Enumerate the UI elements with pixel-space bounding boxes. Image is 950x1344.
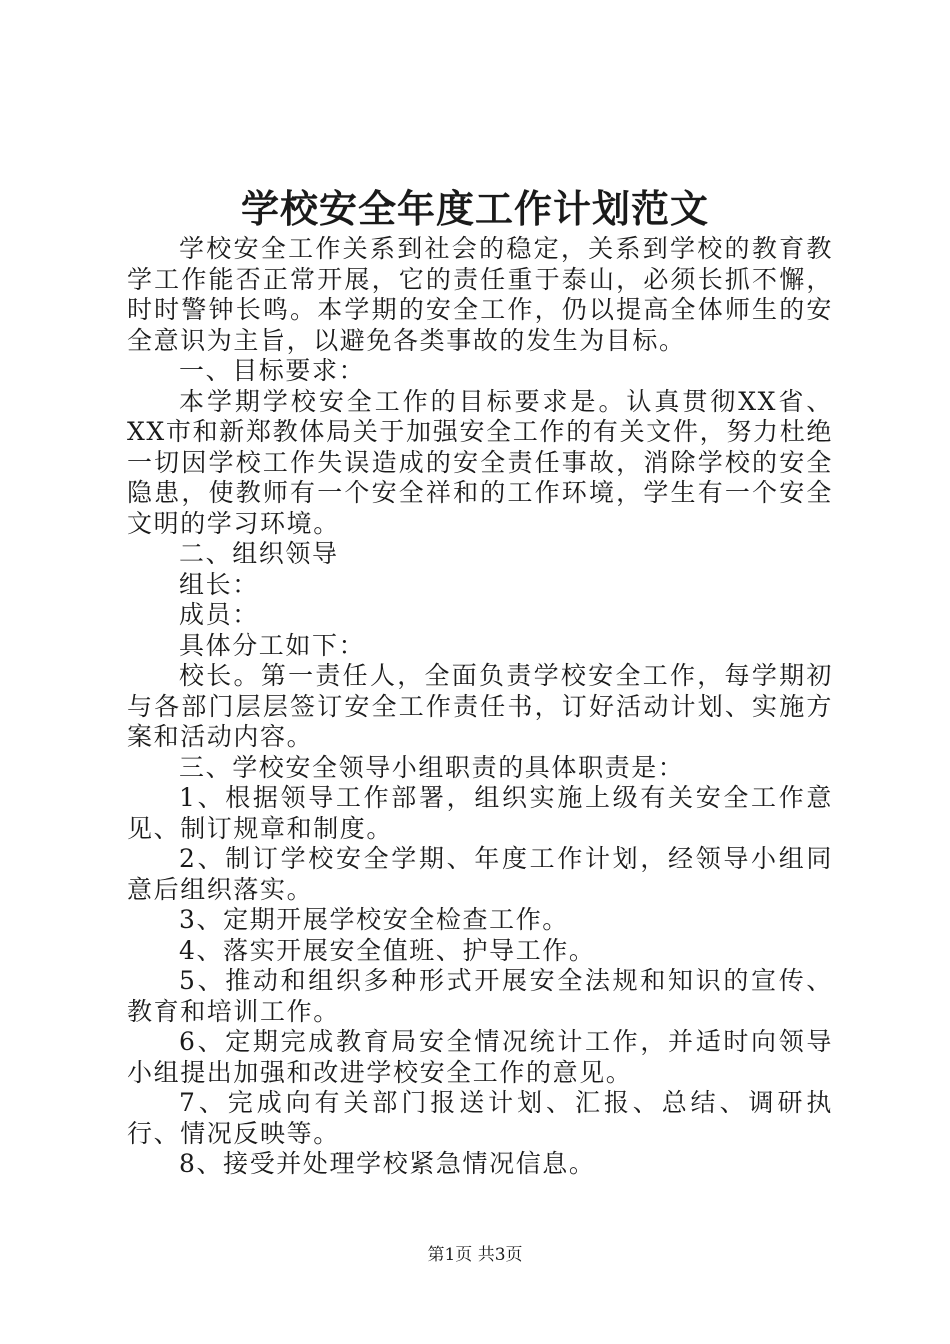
paragraph-division-intro: 具体分工如下：	[179, 630, 366, 660]
paragraph-principal: 校长。第一责任人，全面负责学校安全工作，每学期初与各部门层层签订安全工作责任书，订好活动计划、实施方案和活动内容。	[127, 661, 833, 751]
list-item-duty-6: 6、定期完成教育局安全情况统计工作，并适时向领导小组提出加强和改进学校安全工作的意见。	[127, 1027, 833, 1087]
section-heading-goals: 一、目标要求：	[179, 356, 366, 385]
paragraph-members: 成员：	[179, 600, 259, 629]
page-number-footer: 第1页 共3页	[427, 1245, 523, 1265]
paragraph-intro: 学校安全工作关系到社会的稳定，关系到学校的教育教学工作能否正常开展，它的责任重于泰山，必须长抓不懈，时时警钟长鸣。本学期的安全工作，仍以提高全体师生的安全意识为主旨，以避免各类事故的发生为目标。	[127, 234, 833, 355]
list-item-duty-4: 4、落实开展安全值班、护导工作。	[179, 935, 596, 965]
list-item-duty-7: 7、完成向有关部门报送计划、汇报、总结、调研执行、情况反映等。	[127, 1088, 833, 1148]
paragraph-leader: 组长：	[179, 569, 259, 599]
document-title: 学校安全年度工作计划范文	[240, 186, 709, 231]
section-heading-duties: 三、学校安全领导小组职责的具体职责是：	[179, 752, 685, 782]
section-heading-organization: 二、组织领导	[179, 539, 339, 568]
list-item-duty-8: 8、接受并处理学校紧急情况信息。	[179, 1149, 596, 1178]
list-item-duty-2: 2、制订学校安全学期、年度工作计划，经领导小组同意后组织落实。	[127, 844, 833, 904]
list-item-duty-5: 5、推动和组织多种形式开展安全法规和知识的宣传、教育和培训工作。	[127, 966, 833, 1026]
paragraph-goals: 本学期学校安全工作的目标要求是。认真贯彻XX省、XX市和新郑教体局关于加强安全工作的有关文件，努力杜绝一切因学校工作失误造成的安全责任事故，消除学校的安全隐患，使教师有一个安全祥和的工作环境，学生有一个安全文明的学习环境。	[127, 386, 833, 538]
list-item-duty-1: 1、根据领导工作部署，组织实施上级有关安全工作意见、制订规章和制度。	[127, 783, 833, 843]
list-item-duty-3: 3、定期开展学校安全检查工作。	[179, 905, 569, 934]
document-body	[127, 234, 833, 1180]
